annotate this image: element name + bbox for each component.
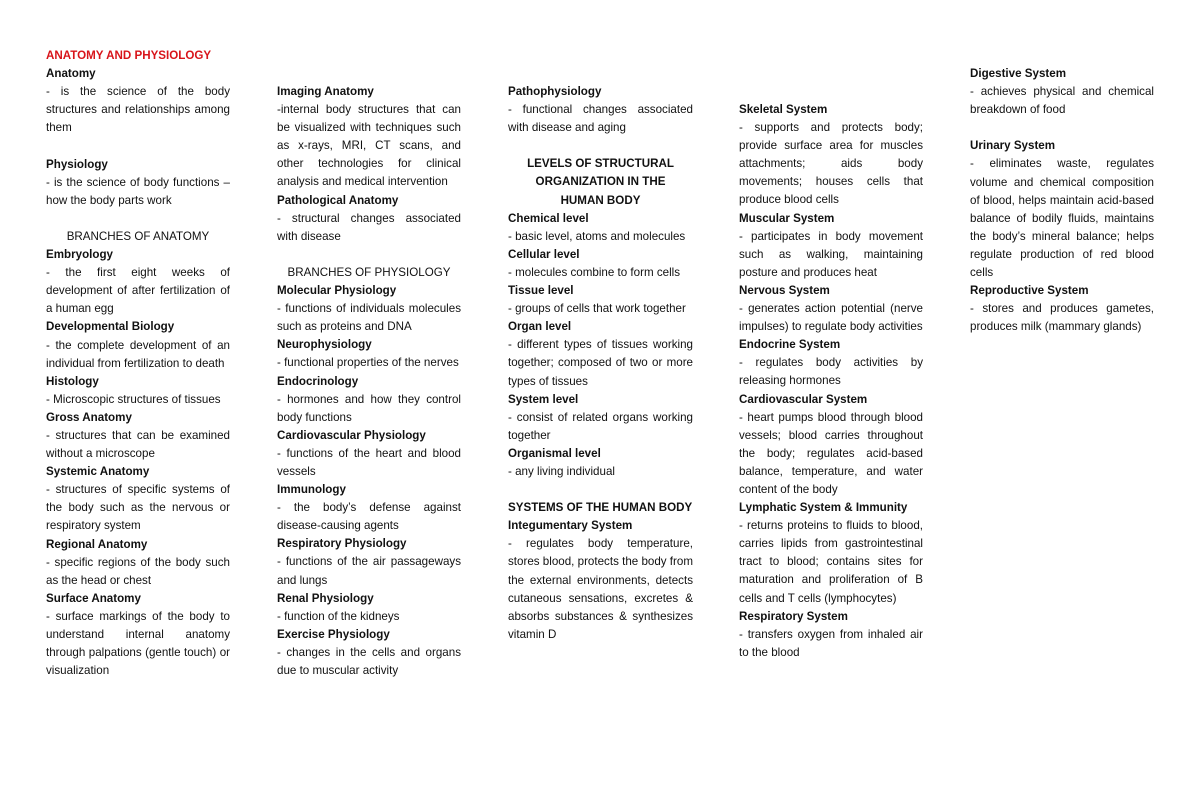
imaging-anatomy-text: -internal body structures that can be visualized with techniques such as x-rays, MRI, CT scans, and other technologies for clinical analysis and medical intervention xyxy=(277,103,461,189)
pathophysiology-heading: Pathophysiology xyxy=(508,85,602,98)
endocrine-heading: Endocrine System xyxy=(739,338,841,352)
renal-physiology-heading: Renal Physiology xyxy=(277,591,374,605)
cardiovascular-physiology-heading: Cardiovascular Physiology xyxy=(277,428,426,442)
physiology-text: - is the science of body functions – how the body parts work xyxy=(46,175,230,207)
pathological-anatomy-text: - structural changes associated with disease xyxy=(277,211,461,243)
histology-heading: Histology xyxy=(46,374,99,388)
immunology-heading: Immunology xyxy=(277,483,346,497)
embryology-heading: Embryology xyxy=(46,248,113,262)
reproductive-heading: Reproductive System xyxy=(970,284,1089,298)
developmental-biology-heading: Developmental Biology xyxy=(46,320,175,334)
anatomy-text: - is the science of the body structures and relationships among them xyxy=(46,85,230,135)
surface-anatomy-text: - surface markings of the body to understand internal anatomy through palpations (gentle touch) or visualization xyxy=(46,609,230,678)
levels-heading: LEVELS OF STRUCTURAL ORGANIZATION IN THE HUMAN BODY xyxy=(527,157,674,207)
gross-anatomy-heading: Gross Anatomy xyxy=(46,410,132,424)
nervous-text: - generates action potential (nerve impulses) to regulate body activities xyxy=(739,302,923,334)
pathophysiology-text: - functional changes associated with disease and aging xyxy=(508,103,693,135)
cardiovascular-system-text: - heart pumps blood through blood vessels; blood carries throughout the body; regulates acid-based balance, temperature, and water content of the body xyxy=(739,410,923,496)
column-3 xyxy=(508,83,693,644)
nervous-heading: Nervous System xyxy=(739,283,830,297)
respiratory-physiology-text: - functions of the air passageways and lungs xyxy=(277,555,461,587)
organismal-level-heading: Organismal level xyxy=(508,446,601,460)
surface-anatomy-heading: Surface Anatomy xyxy=(46,591,141,605)
cardiovascular-system-heading: Cardiovascular System xyxy=(739,392,868,406)
muscular-heading: Muscular System xyxy=(739,211,835,225)
systemic-anatomy-heading: Systemic Anatomy xyxy=(46,465,150,479)
regional-anatomy-text: - specific regions of the body such as the head or chest xyxy=(46,555,230,587)
system-level-text: - consist of related organs working together xyxy=(508,410,693,442)
gross-anatomy-text: - structures that can be examined without a microscope xyxy=(46,428,230,461)
imaging-anatomy-heading: Imaging Anatomy xyxy=(277,85,374,98)
integumentary-heading: Integumentary System xyxy=(508,519,633,533)
systemic-anatomy-text: - structures of specific systems of the body such as the nervous or respiratory system xyxy=(46,483,230,533)
lymphatic-text: - returns proteins to fluids to blood, carries lipids from gastrointestinal tract to blood; contains sites for maturation and proliferation of B cells and T cells (lymphocytes) xyxy=(739,519,923,605)
regional-anatomy-heading: Regional Anatomy xyxy=(46,537,148,551)
endocrinology-heading: Endocrinology xyxy=(277,374,359,388)
anatomy-heading: Anatomy xyxy=(46,67,96,81)
tissue-level-heading: Tissue level xyxy=(508,284,574,298)
exercise-physiology-text: - changes in the cells and organs due to muscular activity xyxy=(277,645,461,677)
urinary-text: - eliminates waste, regulates volume and chemical composition of blood, helps maintain acid-based balance of bodily fluids, maintains the body’s mineral balance; helps regulate production of red blood cells xyxy=(970,157,1154,280)
lymphatic-heading: Lymphatic System & Immunity xyxy=(739,501,908,515)
embryology-text: - the first eight weeks of development of after fertilization of a human egg xyxy=(46,266,230,316)
digestive-heading: Digestive System xyxy=(970,67,1067,80)
integumentary-text: - regulates body temperature, stores blood, protects the body from the external environments, detects cutaneous sensations, excretes & absorbs substances & synthesizes vitamin D xyxy=(508,537,693,641)
column-4 xyxy=(739,101,923,662)
respiratory-physiology-heading: Respiratory Physiology xyxy=(277,537,407,551)
organ-level-text: - different types of tissues working together; composed of two or more types of tissues xyxy=(508,338,693,388)
molecular-physiology-text: - functions of individuals molecules such as proteins and DNA xyxy=(277,302,461,334)
urinary-heading: Urinary System xyxy=(970,139,1056,153)
pathological-anatomy-heading: Pathological Anatomy xyxy=(277,193,399,207)
developmental-biology-text: - the complete development of an individual from fertilization to death xyxy=(46,338,230,370)
chemical-level-heading: Chemical level xyxy=(508,211,589,225)
column-5 xyxy=(970,65,1154,336)
respiratory-system-heading: Respiratory System xyxy=(739,609,848,623)
skeletal-text: - supports and protects body; provide surface area for muscles attachments; aids body movements; houses cells that produce blood cells xyxy=(739,121,923,207)
molecular-physiology-heading: Molecular Physiology xyxy=(277,284,397,298)
exercise-physiology-heading: Exercise Physiology xyxy=(277,627,390,641)
skeletal-heading: Skeletal System xyxy=(739,103,828,116)
endocrine-text: - regulates body activities by releasing hormones xyxy=(739,356,923,388)
immunology-text: - the body’s defense against disease-causing agents xyxy=(277,501,461,533)
renal-physiology-text: - function of the kidneys xyxy=(277,609,400,623)
endocrinology-text: - hormones and how they control body functions xyxy=(277,392,461,424)
histology-text: - Microscopic structures of tissues xyxy=(46,392,221,406)
digestive-text: - achieves physical and chemical breakdown of food xyxy=(970,85,1154,117)
document-title: ANATOMY AND PHYSIOLOGY xyxy=(46,49,212,62)
system-level-heading: System level xyxy=(508,392,579,406)
tissue-level-text: - groups of cells that work together xyxy=(508,302,686,316)
neurophysiology-heading: Neurophysiology xyxy=(277,338,372,352)
reproductive-text: - stores and produces gametes, produces milk (mammary glands) xyxy=(970,302,1154,334)
neurophysiology-text: - functional properties of the nerves xyxy=(277,356,459,370)
organismal-level-text: - any living individual xyxy=(508,464,615,478)
cellular-level-heading: Cellular level xyxy=(508,247,580,261)
branches-anatomy-heading: BRANCHES OF ANATOMY xyxy=(66,229,210,243)
cellular-level-text: - molecules combine to form cells xyxy=(508,265,681,279)
muscular-text: - participates in body movement such as walking, maintaining posture and produces heat xyxy=(739,229,923,279)
organ-level-heading: Organ level xyxy=(508,320,572,334)
physiology-heading: Physiology xyxy=(46,157,108,171)
branches-physiology-heading: BRANCHES OF PHYSIOLOGY xyxy=(287,265,451,279)
column-1 xyxy=(46,47,230,680)
chemical-level-text: - basic level, atoms and molecules xyxy=(508,229,686,243)
respiratory-system-text: - transfers oxygen from inhaled air to the blood xyxy=(739,627,923,659)
column-2 xyxy=(277,83,461,680)
systems-heading: SYSTEMS OF THE HUMAN BODY xyxy=(508,501,693,515)
cardiovascular-physiology-text: - functions of the heart and blood vessels xyxy=(277,446,461,478)
